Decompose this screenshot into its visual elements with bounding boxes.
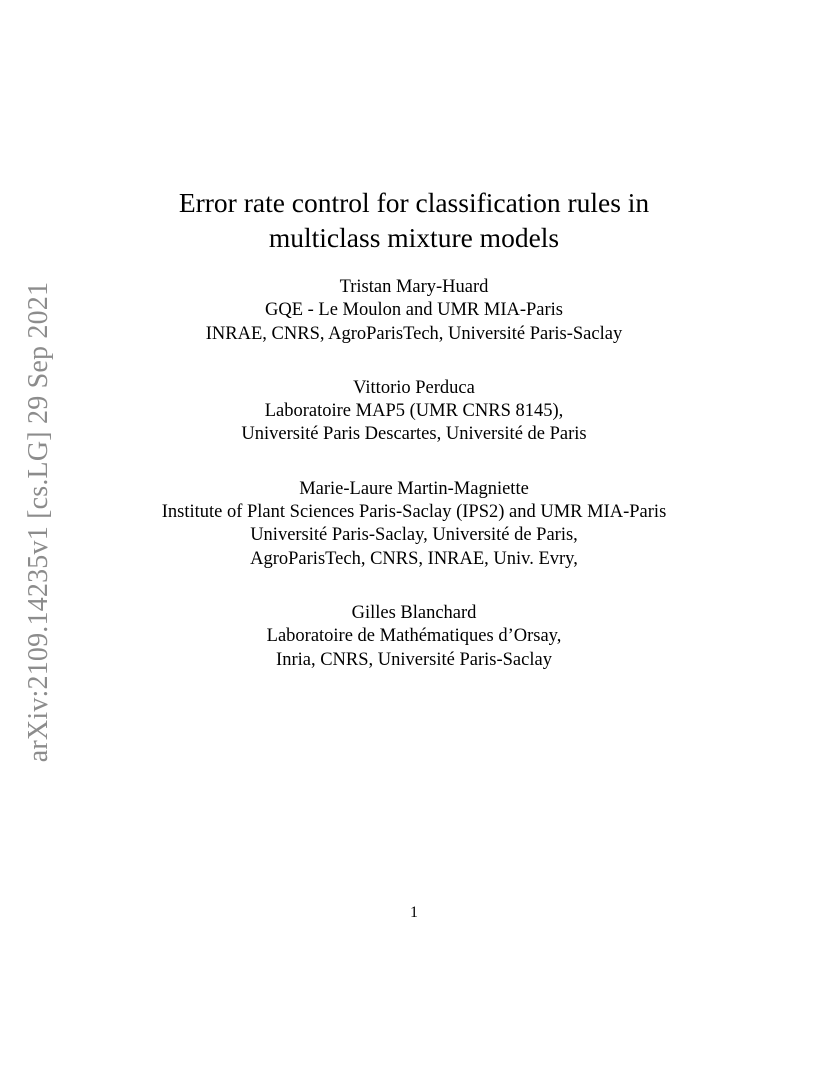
author-affiliation: GQE - Le Moulon and UMR MIA-Paris	[264, 300, 564, 321]
author-affiliation: Inria, CNRS, Université Paris-Saclay	[276, 649, 552, 670]
title-line: multiclass mixture models	[268, 222, 560, 253]
author-name: Tristan Mary-Huard	[339, 277, 489, 297]
author-affiliation: INRAE, CNRS, AgroParisTech, Université Paris-Saclay	[205, 323, 623, 344]
author-block	[0, 478, 828, 571]
author-block	[0, 602, 828, 672]
author-affiliation: Laboratoire de Mathématiques d’Orsay,	[266, 626, 562, 647]
paper-title	[0, 185, 828, 255]
author-list	[0, 276, 828, 703]
author-affiliation: Université Paris-Saclay, Université de Paris,	[250, 525, 578, 546]
author-affiliation: Laboratoire MAP5 (UMR CNRS 8145),	[264, 401, 564, 422]
author-affiliation: Institute of Plant Sciences Paris-Saclay (IPS2) and UMR MIA-Paris	[161, 502, 667, 523]
title-line: Error rate control for classification rules in	[178, 187, 650, 218]
author-name: Gilles Blanchard	[351, 602, 477, 623]
author-affiliation: AgroParisTech, CNRS, INRAE, Univ. Evry,	[250, 548, 578, 569]
author-block	[0, 276, 828, 346]
page-number: 1	[410, 904, 418, 921]
author-name: Vittorio Perduca	[353, 377, 475, 398]
author-name: Marie-Laure Martin-Magniette	[299, 478, 529, 499]
author-block	[0, 377, 828, 447]
author-affiliation: Université Paris Descartes, Université de Paris	[241, 424, 587, 445]
arxiv-identifier: arXiv:2109.14235v1 [cs.LG] 29 Sep 2021	[23, 281, 54, 763]
